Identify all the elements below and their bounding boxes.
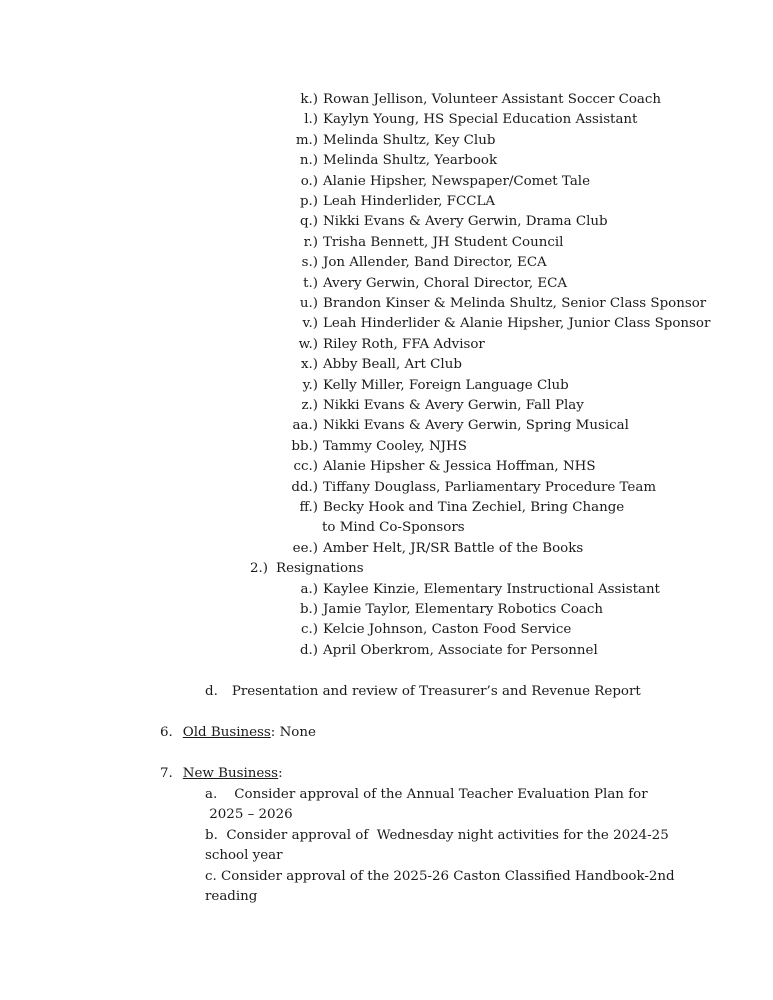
appointment-item <box>286 416 629 436</box>
item-text: Alanie Hipsher, Newspaper/Comet Tale <box>323 173 591 189</box>
item-label: k.) <box>300 92 318 107</box>
item-text: Jamie Taylor, Elementary Robotics Coach <box>323 602 604 617</box>
item-text: Abby Beall, Art Club <box>323 357 462 373</box>
section-heading: Old Business <box>182 725 271 740</box>
item-label: n.) <box>299 153 318 169</box>
item-text: April Oberkrom, Associate for Personnel <box>323 642 598 658</box>
section-heading: New Business <box>182 766 279 781</box>
item-label: p.) <box>299 194 318 209</box>
item-text: Kelcie Johnson, Caston Food Service <box>323 622 572 638</box>
appointment-item <box>286 539 583 559</box>
appointment-item <box>286 335 485 355</box>
old-business <box>160 723 316 743</box>
item-text: Amber Helt, JR/SR Battle of the Books <box>323 540 584 556</box>
appointment-item <box>286 355 462 375</box>
resignation-item <box>286 620 571 640</box>
item-text: Riley Roth, FFA Advisor <box>323 336 485 352</box>
section-number: 6. <box>160 725 173 740</box>
item-label: w.) <box>298 336 318 352</box>
appointment-item <box>286 478 656 498</box>
item-text: Trisha Bennett, JH Student Council <box>323 234 564 250</box>
item-label: s.) <box>301 255 318 271</box>
resignation-item <box>286 641 598 661</box>
item-text: Nikki Evans & Avery Gerwin, Drama Club <box>323 214 608 230</box>
section-title: Resignations <box>276 561 364 577</box>
treasurer-report-item <box>205 682 641 702</box>
section-number: 7. <box>160 766 173 781</box>
item-label: cc.) <box>293 459 318 475</box>
item-label: b.) <box>299 602 318 617</box>
item-label: v.) <box>302 316 318 332</box>
item-text: Rowan Jellison, Volunteer Assistant Soccer Coach <box>323 92 662 107</box>
new-business-line: a. Consider approval of the Annual Teacher Evaluation Plan for <box>205 787 648 802</box>
item-label: q.) <box>299 214 318 230</box>
resignation-item <box>286 600 603 620</box>
item-label: z.) <box>301 398 318 413</box>
item-label: ff.) <box>299 500 318 515</box>
item-label: l.) <box>304 112 318 128</box>
appointment-item <box>286 253 547 273</box>
item-text: Nikki Evans & Avery Gerwin, Fall Play <box>323 398 584 413</box>
item-label: ee.) <box>292 540 318 556</box>
item-text: Tammy Cooley, NJHS <box>323 438 467 454</box>
item-label: x.) <box>300 357 318 373</box>
item-label: t.) <box>303 275 318 291</box>
item-label: aa.) <box>292 418 318 434</box>
item-text: Kaylyn Young, HS Special Education Assistant <box>323 112 638 128</box>
item-label: o.) <box>300 173 318 189</box>
appointment-item <box>286 151 497 171</box>
appointment-item <box>286 131 495 151</box>
appointment-item <box>286 376 569 396</box>
item-label: m.) <box>295 132 318 148</box>
item-text: Tiffany Douglass, Parliamentary Procedure Team <box>323 479 657 495</box>
appointment-item <box>286 212 608 232</box>
item-text: Melinda Shultz, Key Club <box>323 132 496 148</box>
new-business-line: school year <box>205 848 283 864</box>
item-text: Kaylee Kinzie, Elementary Instructional Assistant <box>323 581 660 597</box>
new-business <box>160 764 283 784</box>
resignation-item <box>286 580 660 600</box>
item-label: dd.) <box>291 479 318 495</box>
appointment-item <box>286 314 710 334</box>
new-business-line: 2025 – 2026 <box>205 807 293 823</box>
appointment-item <box>286 437 467 457</box>
item-label: bb.) <box>291 438 318 454</box>
new-business-line: b. Consider approval of Wednesday night activities for the 2024-25 <box>205 827 669 843</box>
item-text: Brandon Kinser & Melinda Shultz, Senior Class Sponsor <box>323 296 707 311</box>
appointment-item <box>286 457 596 477</box>
appointment-item <box>286 90 661 110</box>
item-label: c.) <box>301 622 318 638</box>
appointment-item <box>286 110 637 130</box>
item-text: Avery Gerwin, Choral Director, ECA <box>323 275 568 291</box>
new-business-line: c. Consider approval of the 2025-26 Caston Classified Handbook-2nd <box>205 868 675 884</box>
resignations-heading <box>250 559 364 579</box>
item-text: Jon Allender, Band Director, ECA <box>323 255 547 271</box>
item-text: Kelly Miller, Foreign Language Club <box>323 377 569 393</box>
item-text: Melinda Shultz, Yearbook <box>323 153 498 169</box>
item-text: Leah Hinderlider, FCCLA <box>323 194 496 209</box>
appointment-item <box>286 172 590 192</box>
item-text: Leah Hinderlider & Alanie Hipsher, Junior Class Sponsor <box>323 316 711 332</box>
item-label: a.) <box>300 581 318 597</box>
section-rest: : None <box>270 725 316 740</box>
item-label: y.) <box>302 377 318 393</box>
item-text: Becky Hook and Tina Zechiel, Bring Change <box>323 500 625 515</box>
item-text: Presentation and review of Treasurer’s and Revenue Report <box>231 684 641 699</box>
item-text: Nikki Evans & Avery Gerwin, Spring Musical <box>323 418 629 434</box>
appointment-item <box>286 274 567 294</box>
section-number: 2.) <box>250 561 269 577</box>
section-colon: : <box>278 766 283 781</box>
new-business-line: reading <box>205 889 258 904</box>
item-label: d.) <box>299 642 318 658</box>
appointment-item <box>286 294 706 314</box>
item-label: d. <box>205 684 218 699</box>
appointment-item <box>286 498 624 518</box>
appointment-item <box>286 396 584 416</box>
item-continuation: to Mind Co-Sponsors <box>322 520 465 536</box>
item-label: u.) <box>299 296 318 311</box>
appointment-item <box>286 192 495 212</box>
item-label: r.) <box>303 234 318 250</box>
item-text: Alanie Hipsher & Jessica Hoffman, NHS <box>323 459 596 475</box>
appointment-item <box>286 233 563 253</box>
